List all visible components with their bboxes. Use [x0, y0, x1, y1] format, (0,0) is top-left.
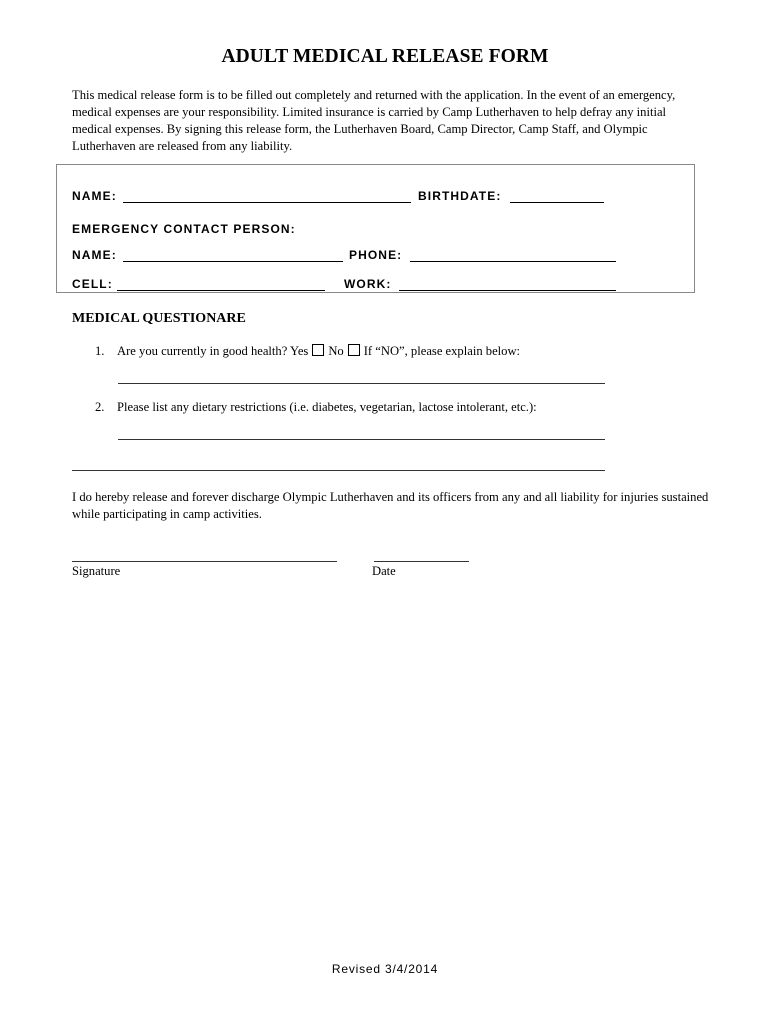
signature-label: Signature: [72, 564, 121, 578]
intro-line: This medical release form is to be filled out completely and returned with the application. In the event of an emergency,: [72, 88, 676, 102]
intro-line: medical expenses. By signing this release form, the Lutherhaven Board, Camp Director, Camp Staff, and Olympic: [72, 122, 648, 136]
birthdate-label: BIRTHDATE:: [418, 189, 502, 203]
emergency-contact-label: EMERGENCY CONTACT PERSON:: [72, 222, 296, 236]
yes-checkbox[interactable]: [312, 344, 324, 356]
intro-line: medical expenses are your responsibility. Limited insurance is carried by Camp Lutherhaven to help defray any initial: [72, 105, 667, 119]
name-label: NAME:: [72, 189, 117, 203]
question-2-text: Please list any dietary restrictions (i.e. diabetes, vegetarian, lactose intolerant, etc.):: [117, 400, 537, 414]
emergency-name-label: NAME:: [72, 248, 117, 262]
date-label: Date: [372, 564, 396, 578]
question-1-text: Are you currently in good health? Yes: [117, 344, 309, 358]
form-title: ADULT MEDICAL RELEASE FORM: [221, 46, 549, 67]
question-2-number: 2.: [95, 400, 105, 414]
question-2-answer-line[interactable]: [72, 470, 605, 471]
emergency-name-field[interactable]: [123, 261, 343, 262]
work-field[interactable]: [399, 290, 616, 291]
release-statement: [72, 489, 722, 523]
work-label: WORK:: [344, 277, 392, 291]
birthdate-field[interactable]: [510, 202, 604, 203]
phone-label: PHONE:: [349, 248, 403, 262]
revision-date: Revised 3/4/2014: [331, 962, 439, 976]
date-line[interactable]: [374, 561, 469, 562]
explain-text: If “NO”, please explain below:: [363, 344, 521, 358]
name-field[interactable]: [123, 202, 411, 203]
release-line: I do hereby release and forever discharge Olympic Lutherhaven and its officers from any and all liability for injuries sustained: [72, 490, 709, 504]
questionnaire-title: MEDICAL QUESTIONARE: [72, 311, 246, 326]
cell-field[interactable]: [117, 290, 325, 291]
question-1: [117, 344, 520, 359]
question-1-number: 1.: [95, 344, 105, 358]
release-line: while participating in camp activities.: [72, 507, 262, 521]
intro-line: Lutherhaven are released from any liability.: [72, 139, 293, 153]
question-2-answer-line[interactable]: [118, 439, 605, 440]
no-checkbox[interactable]: [348, 344, 360, 356]
phone-field[interactable]: [410, 261, 616, 262]
question-1-answer-line[interactable]: [118, 383, 605, 384]
signature-line[interactable]: [72, 561, 337, 562]
no-label: No: [328, 344, 344, 358]
cell-label: CELL:: [72, 277, 113, 291]
intro-paragraph: [72, 87, 692, 155]
